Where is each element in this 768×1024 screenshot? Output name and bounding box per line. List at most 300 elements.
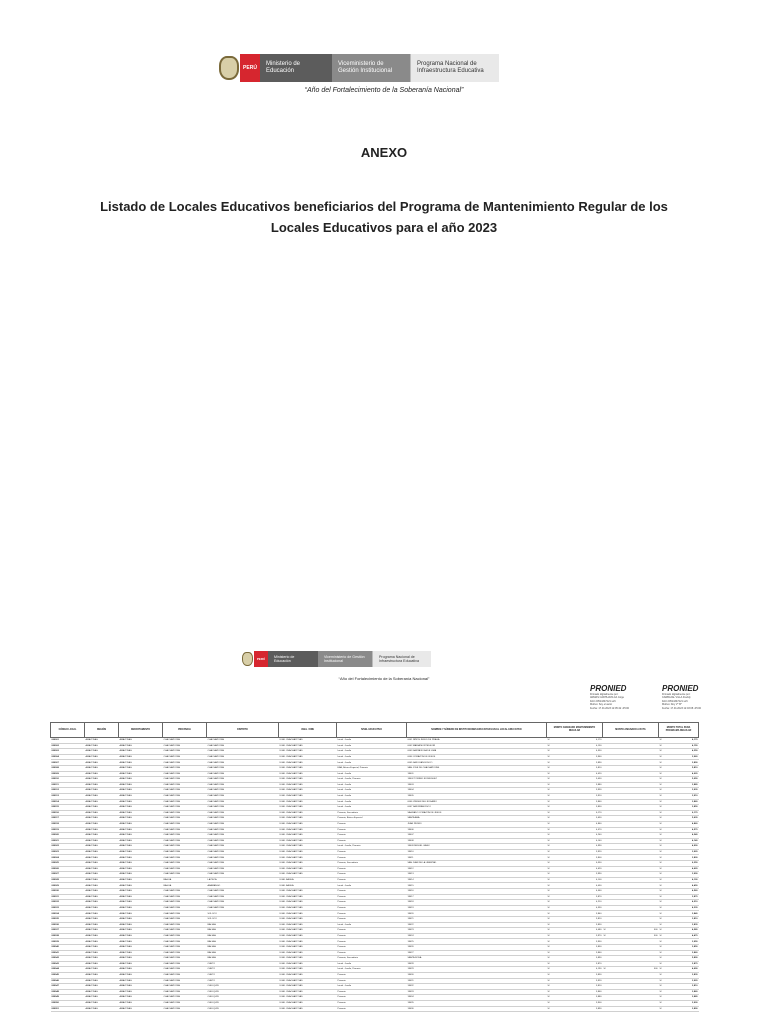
table-cell: AMAZONAS bbox=[85, 833, 119, 839]
table-cell: 4,570 bbox=[669, 827, 699, 833]
table-cell: 18024 bbox=[407, 933, 547, 939]
signature-stamp-1 bbox=[590, 684, 650, 710]
table-cell: 18014 bbox=[407, 877, 547, 883]
table-cell: AMAZONAS bbox=[85, 765, 119, 771]
table-cell: CHACHAPOYAS bbox=[207, 782, 279, 788]
table-cell: 3,840 bbox=[557, 911, 603, 917]
table-cell: 500 bbox=[613, 928, 659, 934]
table-cell: UGEL CHACHAPOYAS bbox=[279, 782, 337, 788]
table-cell: 5,630 bbox=[557, 816, 603, 822]
table-cell: AMAZONAS bbox=[85, 749, 119, 755]
peru-brand-small: PERÚ bbox=[254, 651, 268, 667]
table-cell: 3,960 bbox=[669, 754, 699, 760]
table-cell: 4,080 bbox=[557, 928, 603, 934]
table-cell: UGEL CHACHAPOYAS bbox=[279, 827, 337, 833]
table-cell: CHACHAPOYAS bbox=[163, 777, 207, 783]
ministry-logo: Ministerio de Educación bbox=[260, 54, 332, 82]
table-cell: AMAZONAS bbox=[119, 956, 163, 962]
table-cell: CHACHAPOYAS bbox=[163, 928, 207, 934]
table-cell: AMAZONAS bbox=[85, 827, 119, 833]
table-cell: AMAZONAS bbox=[119, 855, 163, 861]
table-cell: S/ bbox=[659, 866, 669, 872]
table-cell: 000009 bbox=[51, 771, 85, 777]
table-cell: 000040 bbox=[51, 944, 85, 950]
table-cell: CHACHAPOYAS bbox=[163, 782, 207, 788]
table-cell: 000015 bbox=[51, 805, 85, 811]
table-cell: BALSAS bbox=[207, 944, 279, 950]
table-header-row bbox=[51, 723, 699, 738]
table-cell: 6,170 bbox=[557, 810, 603, 816]
table-cell: S/ bbox=[659, 933, 669, 939]
stamp-line: Firmado digitalmente por: bbox=[590, 693, 619, 696]
table-cell: CHACHAPOYAS bbox=[163, 749, 207, 755]
table-cell: 000030 bbox=[51, 889, 85, 895]
table-cell: 4,350 bbox=[669, 749, 699, 755]
table-cell: S/ bbox=[547, 827, 557, 833]
table-cell: AMAZONAS bbox=[85, 844, 119, 850]
table-cell: 4,620 bbox=[557, 866, 603, 872]
table-cell: S/ bbox=[603, 967, 613, 973]
table-cell: 6,170 bbox=[669, 810, 699, 816]
table-cell: CHACHAPOYAS bbox=[207, 816, 279, 822]
table-cell: UGEL CHACHAPOYAS bbox=[279, 855, 337, 861]
table-cell: CHACHAPOYAS bbox=[163, 978, 207, 984]
table-cell: S/ bbox=[547, 978, 557, 984]
table-cell: 3,850 bbox=[557, 805, 603, 811]
table-cell: AMAZONAS bbox=[119, 944, 163, 950]
table-cell: S/ bbox=[659, 816, 669, 822]
table-cell: Primaria bbox=[337, 877, 407, 883]
table-cell: 18001 bbox=[407, 771, 547, 777]
table-cell: S/ bbox=[659, 984, 669, 990]
table-cell: S/ bbox=[547, 922, 557, 928]
table-cell: CHACHAPOYAS bbox=[207, 805, 279, 811]
table-cell: Primaria bbox=[337, 917, 407, 923]
stamp-brand: PRONIED bbox=[662, 684, 699, 693]
table-cell: Primaria bbox=[337, 995, 407, 1001]
table-cell: CHACHAPOYAS bbox=[163, 922, 207, 928]
table-cell: UGEL CHACHAPOYAS bbox=[279, 849, 337, 855]
table-cell: Primaria bbox=[337, 821, 407, 827]
table-cell: S/ bbox=[547, 889, 557, 895]
table-cell: S/ bbox=[659, 1006, 669, 1012]
table-cell: UGEL CHACHAPOYAS bbox=[279, 788, 337, 794]
table-cell: S/ bbox=[659, 978, 669, 984]
table-cell: AMAZONAS bbox=[119, 760, 163, 766]
table-cell: EBA, Básica Especial, Primaria bbox=[337, 765, 407, 771]
table-cell: 4,350 bbox=[557, 749, 603, 755]
table-cell: AMAZONAS bbox=[119, 995, 163, 1001]
table-cell bbox=[613, 1006, 659, 1012]
table-cell: S/ bbox=[547, 883, 557, 889]
table-cell: 3,900 bbox=[557, 1000, 603, 1006]
table-cell: S/ bbox=[547, 777, 557, 783]
table-cell: 3,800 bbox=[669, 855, 699, 861]
table-cell: 4,170 bbox=[557, 738, 603, 744]
table-cell: CHETO bbox=[207, 967, 279, 973]
table-cell: 000001 bbox=[51, 738, 85, 744]
table-cell: S/ bbox=[547, 782, 557, 788]
table-cell: AMAZONAS bbox=[119, 777, 163, 783]
table-cell: CHACHAPOYAS bbox=[163, 984, 207, 990]
table-cell: AMAZONAS bbox=[85, 816, 119, 822]
table-cell: CHACHAPOYAS bbox=[207, 900, 279, 906]
table-row bbox=[51, 1006, 699, 1012]
table-cell: UGEL CHACHAPOYAS bbox=[279, 771, 337, 777]
table-cell: SAN JUAN DE LA LIBERTAD bbox=[407, 861, 547, 867]
table-cell: S/ bbox=[659, 995, 669, 1001]
table-cell: 4,580 bbox=[669, 928, 699, 934]
table-cell: Inicial - Jardín bbox=[337, 760, 407, 766]
table-cell: UGEL CHACHAPOYAS bbox=[279, 889, 337, 895]
table-cell: S/ bbox=[547, 866, 557, 872]
table-cell: AMAZONAS bbox=[85, 810, 119, 816]
table-cell: 000022 bbox=[51, 844, 85, 850]
table-cell: Inicial - Jardín, Primaria bbox=[337, 844, 407, 850]
table-cell: S/ bbox=[659, 805, 669, 811]
table-cell: 000043 bbox=[51, 961, 85, 967]
table-cell: 000039 bbox=[51, 939, 85, 945]
table-cell: S/ bbox=[659, 771, 669, 777]
column-header: MONTO ASIGNADO MANTENIMIENTO REGULAR bbox=[547, 723, 603, 738]
stamp-line: Motivo: Doy V° B° bbox=[662, 703, 682, 707]
table-cell: AMAZONAS bbox=[85, 972, 119, 978]
table-cell: S/ bbox=[659, 765, 669, 771]
table-cell: 000018 bbox=[51, 821, 85, 827]
table-cell: 5,890 bbox=[669, 956, 699, 962]
table-cell: UGEL CHACHAPOYAS bbox=[279, 838, 337, 844]
table-cell: 4,100 bbox=[557, 877, 603, 883]
table-cell: AMAZONAS bbox=[85, 849, 119, 855]
table-cell: 18019 bbox=[407, 905, 547, 911]
table-cell: Inicial - Jardín, Primaria bbox=[337, 777, 407, 783]
table-cell: S/ bbox=[547, 816, 557, 822]
table-cell: AMAZONAS bbox=[119, 799, 163, 805]
table-cell: AMAZONAS bbox=[85, 961, 119, 967]
table-cell: AMAZONAS bbox=[119, 911, 163, 917]
table-cell: CHACHAPOYAS bbox=[207, 765, 279, 771]
table-cell: S/ bbox=[547, 961, 557, 967]
column-header: NIVEL EDUCATIVO bbox=[337, 723, 407, 738]
table-cell: 0003 SANTA ROSA DE LIMA bbox=[407, 749, 547, 755]
table-cell: AMAZONAS bbox=[85, 754, 119, 760]
table-cell: UGEL CHACHAPOYAS bbox=[279, 995, 337, 1001]
table-cell: S/ bbox=[547, 1000, 557, 1006]
table-cell: AMAZONAS bbox=[119, 754, 163, 760]
table-cell: 18006 bbox=[407, 827, 547, 833]
table-cell: AMAZONAS bbox=[85, 889, 119, 895]
table-cell: Primaria bbox=[337, 849, 407, 855]
stamp-line: Motivo: Soy el autor bbox=[590, 703, 613, 707]
table-cell: CHACHAPOYAS bbox=[163, 861, 207, 867]
table-cell: 3,880 bbox=[557, 995, 603, 1001]
table-cell: CHACHAPOYAS bbox=[163, 944, 207, 950]
table-cell: S/ bbox=[547, 861, 557, 867]
table-cell: 18036 bbox=[407, 1006, 547, 1012]
table-cell: AMAZONAS bbox=[119, 810, 163, 816]
table-cell: S/ bbox=[659, 877, 669, 883]
table-cell: Primaria, Secundaria bbox=[337, 861, 407, 867]
table-cell: 18008 bbox=[407, 838, 547, 844]
table-cell: S/ bbox=[547, 743, 557, 749]
table-cell: CHACHAPOYAS bbox=[163, 989, 207, 995]
document-subtitle: Listado de Locales Educativos beneficiarios del Programa de Mantenimiento Regular de los Locales Educativos para el año 2023 bbox=[100, 199, 668, 235]
table-cell: CHACHAPOYAS bbox=[163, 905, 207, 911]
table-cell: UGEL CHACHAPOYAS bbox=[279, 754, 337, 760]
table-cell: Primaria, Secundaria bbox=[337, 956, 407, 962]
table-cell: AMAZONAS bbox=[119, 883, 163, 889]
table-cell: AMAZONAS bbox=[85, 738, 119, 744]
table-cell: AMAZONAS bbox=[119, 933, 163, 939]
table-cell: 3,990 bbox=[557, 872, 603, 878]
table-cell: 3,990 bbox=[669, 872, 699, 878]
table-cell: 18010 bbox=[407, 849, 547, 855]
table-cell: S/ bbox=[659, 861, 669, 867]
table-cell: AMAZONAS bbox=[119, 765, 163, 771]
table-cell: 3,890 bbox=[669, 760, 699, 766]
table-cell: S/ bbox=[659, 754, 669, 760]
table-cell: AMAZONAS bbox=[119, 738, 163, 744]
table-cell: CHACHAPOYAS bbox=[163, 799, 207, 805]
table-cell: AMAZONAS bbox=[85, 978, 119, 984]
table-cell: 000004 bbox=[51, 754, 85, 760]
table-cell: AMAZONAS bbox=[119, 749, 163, 755]
table-cell: S/ bbox=[659, 972, 669, 978]
table-cell: 000003 bbox=[51, 749, 85, 755]
table-cell: 3,950 bbox=[557, 939, 603, 945]
column-header: UGEL / DRE bbox=[279, 723, 337, 738]
program-logo: Programa Nacional de Infraestructura Educativa bbox=[410, 54, 499, 82]
table-cell: S/ bbox=[547, 771, 557, 777]
table-cell: AMAZONAS bbox=[85, 894, 119, 900]
table-cell: 3,910 bbox=[669, 793, 699, 799]
table-cell: CHACHAPOYAS bbox=[163, 743, 207, 749]
table-cell: S/ bbox=[547, 877, 557, 883]
table-cell: 3,830 bbox=[557, 972, 603, 978]
table-cell: UGEL CHACHAPOYAS bbox=[279, 799, 337, 805]
table-cell: AMAZONAS bbox=[119, 984, 163, 990]
table-cell: 4,990 bbox=[557, 844, 603, 850]
table-cell: CHACHAPOYAS bbox=[207, 738, 279, 744]
table-cell: UGEL CHACHAPOYAS bbox=[279, 984, 337, 990]
stamp-line: ARMAS CARHUAVILCA Jorge bbox=[590, 696, 624, 700]
table-cell: 4,560 bbox=[557, 889, 603, 895]
table-cell: 000037 bbox=[51, 928, 85, 934]
table-cell: 500 bbox=[613, 933, 659, 939]
table-cell: 0001 NIÑOS JESUS DE PRAGA bbox=[407, 738, 547, 744]
table-cell: 3,970 bbox=[557, 933, 603, 939]
table-cell: S/ bbox=[547, 905, 557, 911]
table-cell: CHACHAPOYAS bbox=[207, 760, 279, 766]
table-cell: CHACHAPOYAS bbox=[207, 743, 279, 749]
table-cell: UGEL CHACHAPOYAS bbox=[279, 978, 337, 984]
table-cell: 000017 bbox=[51, 816, 85, 822]
column-header: PROVINCIA bbox=[163, 723, 207, 738]
peru-shield-icon-small bbox=[240, 651, 254, 667]
table-cell: AMAZONAS bbox=[85, 838, 119, 844]
stamp-line: FAU 20514347221 soft bbox=[590, 699, 616, 703]
table-cell: 3,870 bbox=[557, 894, 603, 900]
table-cell: 4,330 bbox=[557, 905, 603, 911]
table-cell: CHACHAPOYAS bbox=[207, 872, 279, 878]
table-cell: AMAZONAS bbox=[119, 928, 163, 934]
table-cell: AMAZONAS bbox=[85, 956, 119, 962]
table-cell: AMAZONAS bbox=[85, 933, 119, 939]
table-cell: S/ bbox=[603, 933, 613, 939]
table-cell: CHACHAPOYAS bbox=[163, 849, 207, 855]
table-cell: S/ bbox=[547, 793, 557, 799]
table-cell: 18027 bbox=[407, 950, 547, 956]
table-cell: 000021 bbox=[51, 838, 85, 844]
table-cell: AMAZONAS bbox=[85, 905, 119, 911]
table-cell: UGEL CHACHAPOYAS bbox=[279, 816, 337, 822]
table-cell: CHACHAPOYAS bbox=[207, 771, 279, 777]
table-cell: 3,860 bbox=[557, 950, 603, 956]
table-cell: AMAZONAS bbox=[119, 939, 163, 945]
table-cell: AMAZONAS bbox=[85, 995, 119, 1001]
motto-text-small: “Año del Fortalecimiento de la Soberanía Nacional” bbox=[338, 676, 430, 681]
table-cell: AMAZONAS bbox=[85, 911, 119, 917]
table-cell: Primaria bbox=[337, 833, 407, 839]
table-cell: AMAZONAS bbox=[85, 821, 119, 827]
table-cell: 18005 bbox=[407, 793, 547, 799]
table-cell: AMAZONAS bbox=[85, 1006, 119, 1012]
table-cell: S/ bbox=[659, 788, 669, 794]
table-cell: S/ bbox=[659, 793, 669, 799]
program-logo-small: Programa Nacional de Infraestructura Educativa bbox=[372, 651, 431, 667]
table-cell: 18034 bbox=[407, 995, 547, 1001]
table-cell: S/ bbox=[547, 799, 557, 805]
table-cell: AMAZONAS bbox=[119, 900, 163, 906]
table-cell: AMAZONAS bbox=[119, 961, 163, 967]
table-cell: 18023 bbox=[407, 928, 547, 934]
table-cell: 5,050 bbox=[557, 777, 603, 783]
table-cell: AMAZONAS bbox=[85, 939, 119, 945]
table-cell: S/ bbox=[547, 933, 557, 939]
table-cell: 000028 bbox=[51, 877, 85, 883]
table-cell: UGEL CHACHAPOYAS bbox=[279, 939, 337, 945]
table-cell: Primaria bbox=[337, 872, 407, 878]
table-cell: S/ bbox=[547, 760, 557, 766]
table-cell: 000050 bbox=[51, 1000, 85, 1006]
table-cell: CHETO bbox=[207, 978, 279, 984]
table-cell: CHILIQUIN bbox=[207, 984, 279, 990]
table-cell: 4,190 bbox=[557, 967, 603, 973]
table-cell: AMAZONAS bbox=[119, 827, 163, 833]
table-cell: Inicial - Jardín bbox=[337, 883, 407, 889]
table-cell: UGEL BAGUA bbox=[279, 883, 337, 889]
table-cell: BALSAS bbox=[207, 933, 279, 939]
table-cell: 18029 bbox=[407, 967, 547, 973]
table-body bbox=[51, 738, 699, 1012]
table-cell: 0004 CORAZON DE JESUS bbox=[407, 754, 547, 760]
table-cell: AMAZONAS bbox=[85, 928, 119, 934]
table-cell: SAGRADO CORAZON DE JESUS bbox=[407, 810, 547, 816]
table-cell: S/ bbox=[659, 872, 669, 878]
table-cell: AMAZONAS bbox=[85, 967, 119, 973]
table-cell: S/ bbox=[547, 900, 557, 906]
table-cell: S/ bbox=[547, 788, 557, 794]
table-cell: CHACHAPOYAS bbox=[163, 760, 207, 766]
table-cell: AMAZONAS bbox=[119, 989, 163, 995]
table-cell: BALSAS bbox=[207, 922, 279, 928]
table-cell: AMAZONAS bbox=[85, 1000, 119, 1006]
table-cell: CHACHAPOYAS bbox=[163, 872, 207, 878]
table-cell: 3,860 bbox=[669, 989, 699, 995]
table-cell: S/ bbox=[603, 928, 613, 934]
table-cell: AMAZONAS bbox=[119, 793, 163, 799]
table-cell: Primaria bbox=[337, 838, 407, 844]
table-cell: S/ bbox=[547, 738, 557, 744]
table-cell: 0005 SAN JUAN BOSCO bbox=[407, 760, 547, 766]
table-cell: UGEL CHACHAPOYAS bbox=[279, 872, 337, 878]
table-cell: Inicial - Jardín bbox=[337, 771, 407, 777]
table-cell: 000032 bbox=[51, 900, 85, 906]
table-cell: 4,470 bbox=[669, 933, 699, 939]
table-cell: AMAZONAS bbox=[119, 877, 163, 883]
table-cell: 000051 bbox=[51, 1006, 85, 1012]
table-cell: CHACHAPOYAS bbox=[207, 788, 279, 794]
table-cell: 000012 bbox=[51, 788, 85, 794]
table-cell: LA PECA bbox=[207, 877, 279, 883]
table-cell: CHACHAPOYAS bbox=[163, 995, 207, 1001]
table-cell: CHACHAPOYAS bbox=[163, 900, 207, 906]
table-cell: 000024 bbox=[51, 855, 85, 861]
table-cell: 3,810 bbox=[557, 984, 603, 990]
table-cell: CHACHAPOYAS bbox=[163, 894, 207, 900]
table-cell: S/ bbox=[659, 905, 669, 911]
table-cell: 3,870 bbox=[557, 961, 603, 967]
table-cell: AMAZONAS bbox=[85, 917, 119, 923]
table-cell: CHACHAPOYAS bbox=[207, 861, 279, 867]
table-cell: UGEL CHACHAPOYAS bbox=[279, 894, 337, 900]
table-cell: 4,210 bbox=[557, 900, 603, 906]
table-cell: 000027 bbox=[51, 872, 85, 878]
table-cell: AMAZONAS bbox=[119, 866, 163, 872]
table-cell: CHILIQUIN bbox=[207, 1000, 279, 1006]
table-cell: CHACHAPOYAS bbox=[163, 838, 207, 844]
table-cell: 18026 bbox=[407, 944, 547, 950]
table-cell: 3,890 bbox=[557, 1006, 603, 1012]
table-cell: 4,560 bbox=[669, 889, 699, 895]
table-cell: CHACHAPOYAS bbox=[163, 939, 207, 945]
table-cell: UGEL CHACHAPOYAS bbox=[279, 967, 337, 973]
table-cell: BALSAS bbox=[207, 928, 279, 934]
table-cell: 3,910 bbox=[557, 793, 603, 799]
table-cell: S/ bbox=[547, 1006, 557, 1012]
table-cell: CHACHAPOYAS bbox=[207, 905, 279, 911]
table-cell: 000036 bbox=[51, 922, 85, 928]
table-cell: S/ bbox=[547, 821, 557, 827]
table-cell: 3,880 bbox=[669, 995, 699, 1001]
table-cell: S/ bbox=[659, 743, 669, 749]
table-cell: 3,830 bbox=[669, 922, 699, 928]
table-cell: AMAZONAS bbox=[119, 889, 163, 895]
table-cell: AMAZONAS bbox=[119, 972, 163, 978]
table-cell: UGEL CHACHAPOYAS bbox=[279, 933, 337, 939]
table-cell: CHACHAPOYAS bbox=[207, 889, 279, 895]
table-cell: Primaria bbox=[337, 950, 407, 956]
table-cell: 4,860 bbox=[557, 821, 603, 827]
table-cell: UGEL CHACHAPOYAS bbox=[279, 810, 337, 816]
table-cell: S/ bbox=[659, 967, 669, 973]
table-cell: CHACHAPOYAS bbox=[207, 894, 279, 900]
table-cell: S/ bbox=[547, 989, 557, 995]
table-cell: 18017 bbox=[407, 894, 547, 900]
table-cell: S/ bbox=[547, 765, 557, 771]
stamp-line: Firmado digitalmente por: bbox=[662, 693, 691, 696]
table-cell: 3,860 bbox=[669, 799, 699, 805]
